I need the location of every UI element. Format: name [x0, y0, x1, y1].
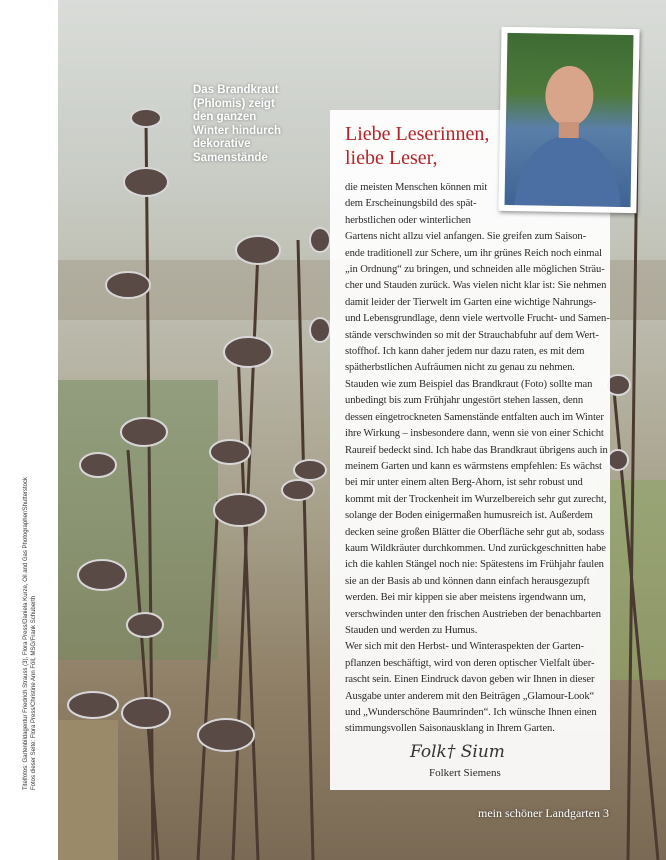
body-line: bei mir unter einem alten Berg-Ahorn, ist sehr robust und	[345, 477, 583, 489]
body-line: kaum Wildkräuter durchkommen. Und zurückgeschnitten habe	[345, 542, 606, 554]
body-line: verschwinden unter den frischen Austrieben der benachbarten	[345, 608, 601, 620]
body-line: werden. Bei mir kippen sie aber meistens irgendwann um,	[345, 592, 586, 604]
author-name: Folkert Siemens	[429, 767, 501, 779]
caption-line: Das Brandkraut	[193, 84, 279, 96]
photo-credits	[22, 410, 38, 790]
caption-line: den ganzen	[193, 111, 257, 123]
body-line: kommt mit der Trockenheit im Wurzelbereich sehr gut zurecht,	[345, 493, 607, 505]
body-line: sie an der Basis ab und können dann einfach herausgezupft	[345, 575, 590, 587]
caption-line: Samenstände	[193, 151, 268, 164]
body-line: dem Erscheinungsbild des spät-	[345, 198, 477, 210]
body-line: und „Wunderschöne Baumrinden“. Ich wünsche Ihnen einen	[345, 707, 597, 718]
body-line: Stauden wie zum Beispiel das Brandkraut (Foto) sollte man	[345, 378, 593, 390]
body-line: unbedingt bis zum Frühjahr ungestört stehen lassen, denn	[345, 395, 584, 407]
body-line: ihre Wirkung – insbesondere dann, wenn sie von einer Schicht	[345, 428, 604, 440]
heading-line: liebe Leser,	[345, 147, 438, 169]
body-line: meinem Garten und kann es wärmstens empfehlen: Es wächst	[345, 460, 602, 472]
body-line: die meisten Menschen können mit	[345, 182, 488, 193]
body-line: solange der Boden einigermaßen humusreich ist. Außerdem	[345, 510, 593, 522]
body-line: decken seine großen Blätter die Oberfläche sehr gut ab, sodass	[345, 526, 605, 538]
caption-line: dekorative	[193, 138, 251, 150]
photo-caption	[193, 84, 281, 165]
caption-line: (Phlomis) zeigt	[193, 97, 275, 110]
body-line: rascht sein. Einen Eindruck davon geben wir Ihnen in dieser	[345, 674, 595, 686]
editorial-body	[345, 180, 610, 738]
body-line: stoffhof. Ich kann daher jedem nur dazu raten, es mit dem	[345, 346, 585, 358]
body-line: und Lebensgrundlage, denn viele wertvolle Frucht- und Samen-	[345, 313, 610, 325]
body-line: damit leider der Tierwelt im Garten eine wichtige Nahrungs-	[345, 296, 597, 308]
handwritten-signature: Folk† Sium	[410, 742, 505, 762]
body-line: herbstlichen oder winterlichen	[345, 214, 471, 226]
body-line: Wer sich mit den Herbst- und Winteraspekten der Garten-	[345, 641, 584, 653]
body-line: dessen eingetrockneten Samenstände entfalten auch im Winter	[345, 411, 604, 423]
credit-line: Fotos dieser Seite: Flora Press/Christine Ann Föll, MSG/Frank Schuberth	[31, 595, 37, 790]
body-line: ende traditionell zur Schere, um ihr grünes Reich noch einmal	[345, 247, 602, 259]
body-line: ich die kahlen Stängel noch nie: Spätestens im Frühjahr faulen	[345, 559, 604, 571]
body-line: stimmungsvollen Saisonausklang in Ihrem Garten.	[345, 723, 555, 735]
body-line: cher und Stauden zurück. Was vielen nicht klar ist: Sie nehmen	[345, 280, 607, 292]
body-line: pflanzen beschäftigt, wird von deren optischer Vielfalt über-	[345, 657, 595, 669]
page-folio: mein schöner Landgarten 3	[478, 806, 609, 820]
body-line: Stauden und werden zu Humus.	[345, 624, 478, 636]
editorial-heading	[345, 122, 489, 170]
body-line: spätherbstlichen Aufräumen nicht zu genau zu nehmen.	[345, 362, 575, 374]
author-portrait	[498, 27, 639, 213]
person-silhouette	[505, 33, 634, 207]
body-line: stände verschwinden so mit der Strauchabfuhr auf dem Wert-	[345, 329, 599, 341]
body-line: Raureif bedeckt sind. Ich habe das Brandkraut übrigens auch in	[345, 444, 608, 456]
caption-line: Winter hindurch	[193, 124, 282, 137]
body-line: Ausgabe unter anderem mit den Beiträgen „Glamour-Look“	[345, 690, 595, 702]
body-line: „in Ordnung“ zu bringen, und schneiden alle möglichen Sträu-	[345, 264, 605, 276]
heading-line: Liebe Leserinnen,	[345, 123, 490, 145]
credit-line: Titelfotos: Gartenbildagentur Friedrich Strauss (3), Flora Press/Daniela Kurze, Oil and Gas Photographer/Shutterstock	[23, 477, 29, 790]
body-line: Gartens nicht allzu viel anfangen. Sie greifen zum Saison-	[345, 231, 587, 243]
